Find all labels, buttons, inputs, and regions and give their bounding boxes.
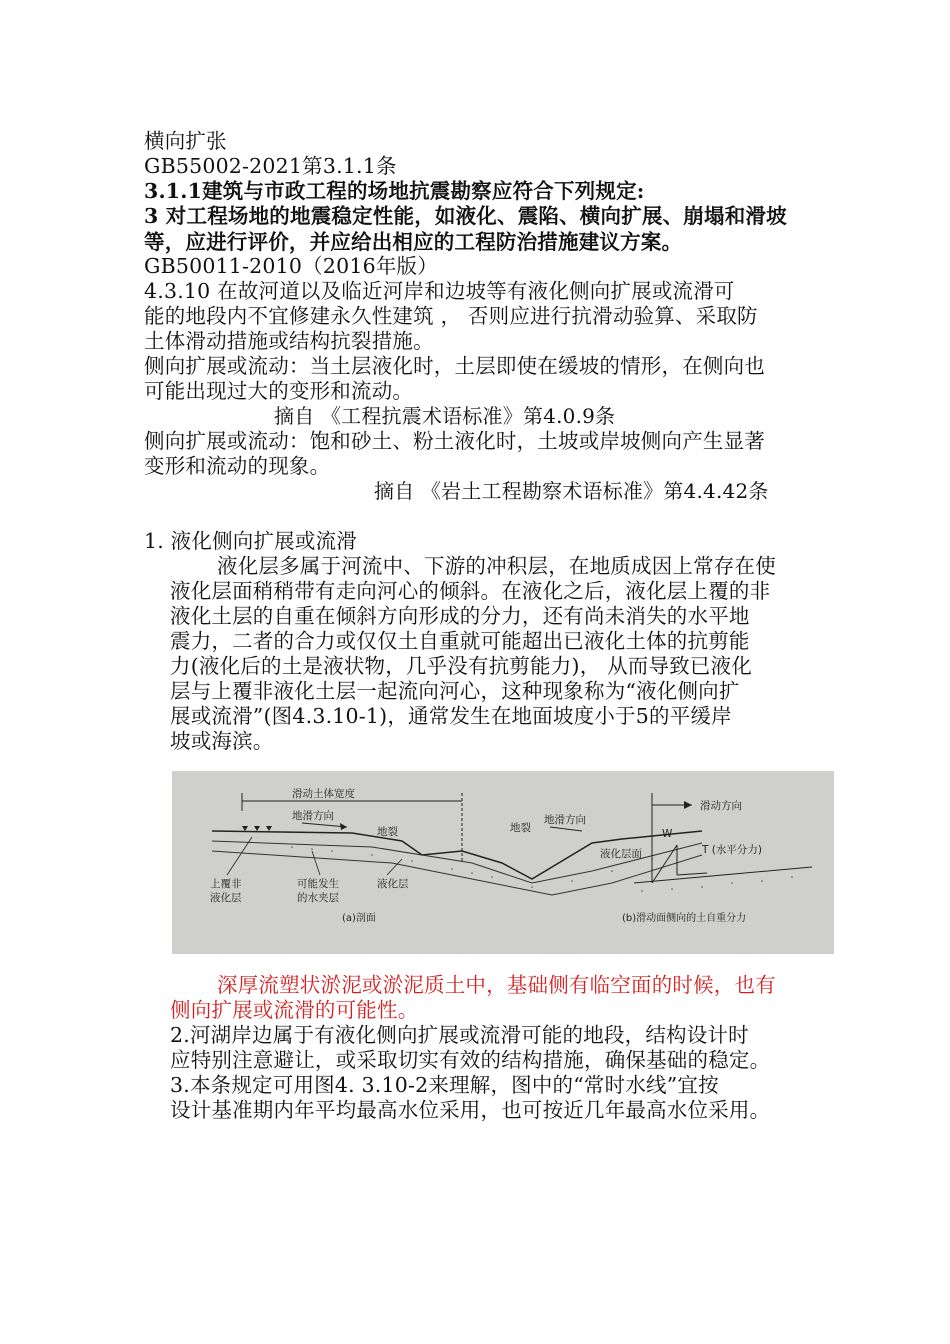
fig-label-crack-1: 地裂 [377, 826, 398, 838]
note-red-line2: 侧向扩展或流滑的可能性。 [170, 998, 419, 1022]
fig-label-water-2: 的水夹层 [297, 892, 339, 904]
clause-item-3-line1: 3 对工程场地的地震稳定性能，如液化、震陷、横向扩展、崩塌和滑坡 [144, 204, 787, 228]
definition2-citation: 摘自 《岩土工程勘察术语标准》第4.4.42条 [374, 479, 769, 503]
section1-para-line4: 震力，二者的合力或仅仅土自重就可能超出已液化土体的抗剪能 [170, 629, 750, 653]
clause-3-1-1-heading: 3.1.1建筑与市政工程的场地抗震勘察应符合下列规定: [144, 179, 645, 203]
fig-label-slide-direction: 滑动方向 [700, 800, 742, 812]
liquefied-stipple [291, 846, 653, 888]
section1-para-line1: 液化层多属于河流中、下游的冲积层，在地质成因上常存在使 [217, 554, 776, 578]
fig-label-slide-dir-2: 地滑方向 [544, 814, 586, 826]
section1-para-line2: 液化层面稍稍带有走向河心的倾斜。在液化之后，液化层上覆的非 [170, 579, 771, 603]
section1-para-line8: 坡或海滨。 [170, 729, 274, 753]
fig-label-overlay-2: 液化层 [210, 892, 242, 904]
figure-lateral-spread [172, 771, 834, 954]
section1-para-line3: 液化土层的自重在倾斜方向形成的分力，还有尚未消失的水平地 [170, 604, 750, 628]
section3-line1: 3.本条规定可用图4. 3.10-2来理解，图中的“常时水线”宜按 [170, 1073, 719, 1097]
water-level-marks [242, 826, 272, 831]
fig-label-crack-2: 地裂 [510, 822, 531, 834]
section1-para-line5: 力(液化后的土是液状物，几乎没有抗剪能力)， 从而导致已液化 [170, 654, 753, 678]
section1-para-line7: 展或流滑”(图4.3.10-1)，通常发生在地面坡度小于5的平缓岸 [170, 704, 732, 728]
definition1-line2: 可能出现过大的变形和流动。 [144, 379, 414, 403]
slide-direction-arrow-2 [550, 827, 582, 831]
clause-4-3-10-line3: 土体滑动措施或结构抗裂措施。 [144, 329, 434, 353]
horizontal-component [677, 873, 707, 875]
note-red-line1: 深厚流塑状淤泥或淤泥质土中，基础侧有临空面的时候，也有 [217, 973, 776, 997]
section1-heading: 1. 液化侧向扩展或流滑 [144, 529, 357, 553]
section2-line1: 2.河湖岸边属于有液化侧向扩展或流滑可能的地段，结构设计时 [170, 1023, 749, 1047]
figure-drawing [172, 771, 834, 954]
section3-line2: 设计基准期内年平均最高水位采用，也可按近几年最高水位采用。 [170, 1098, 771, 1122]
fig-label-liquefied: 液化层 [377, 878, 409, 890]
fig-caption-b: (b)滑动面侧向的土自重分力 [622, 913, 747, 924]
definition2-line2: 变形和流动的现象。 [144, 454, 331, 478]
surface-stipple [641, 876, 793, 892]
gb55002-reference: GB55002-2021第3.1.1条 [144, 154, 397, 178]
definition1-line1: 侧向扩展或流动：当土层液化时，土层即使在缓坡的情形，在侧向也 [144, 354, 765, 378]
fig-label-slide-dir-1: 地滑方向 [292, 810, 334, 822]
fig-label-t: T (水平分力) [702, 844, 762, 856]
definition1-citation: 摘自 《工程抗震术语标准》第4.0.9条 [274, 404, 616, 428]
fig-caption-a: (a)剖面 [342, 913, 376, 924]
clause-4-3-10-line2: 能的地段内不宜修建永久性建筑 ， 否则应进行抗滑动验算、采取防 [144, 304, 758, 328]
section2-line2: 应特别注意避让，或采取切实有效的结构措施，确保基础的稳定。 [170, 1048, 771, 1072]
fig-label-width: 滑动土体宽度 [292, 788, 355, 800]
fig-label-water-1: 可能发生 [297, 878, 339, 890]
gb50011-reference: GB50011-2010（2016年版） [144, 254, 438, 278]
clause-item-3-line2: 等，应进行评价，并应给出相应的工程防治措施建议方案。 [144, 230, 683, 254]
fig-label-liquefied-surface: 液化层面 [600, 848, 642, 860]
clause-4-3-10-line1: 4.3.10 在故河道以及临近河岸和边坡等有液化侧向扩展或流滑可 [144, 279, 735, 303]
definition2-line1: 侧向扩展或流动：饱和砂土、粉土液化时，土坡或岸坡侧向产生显著 [144, 429, 765, 453]
section1-para-line6: 层与上覆非液化土层一起流向河心，这种现象称为“液化侧向扩 [170, 679, 740, 703]
fig-label-w: W [662, 828, 673, 840]
doc-title: 横向扩张 [144, 129, 227, 153]
fig-label-overlay-1: 上覆非 [210, 878, 242, 890]
